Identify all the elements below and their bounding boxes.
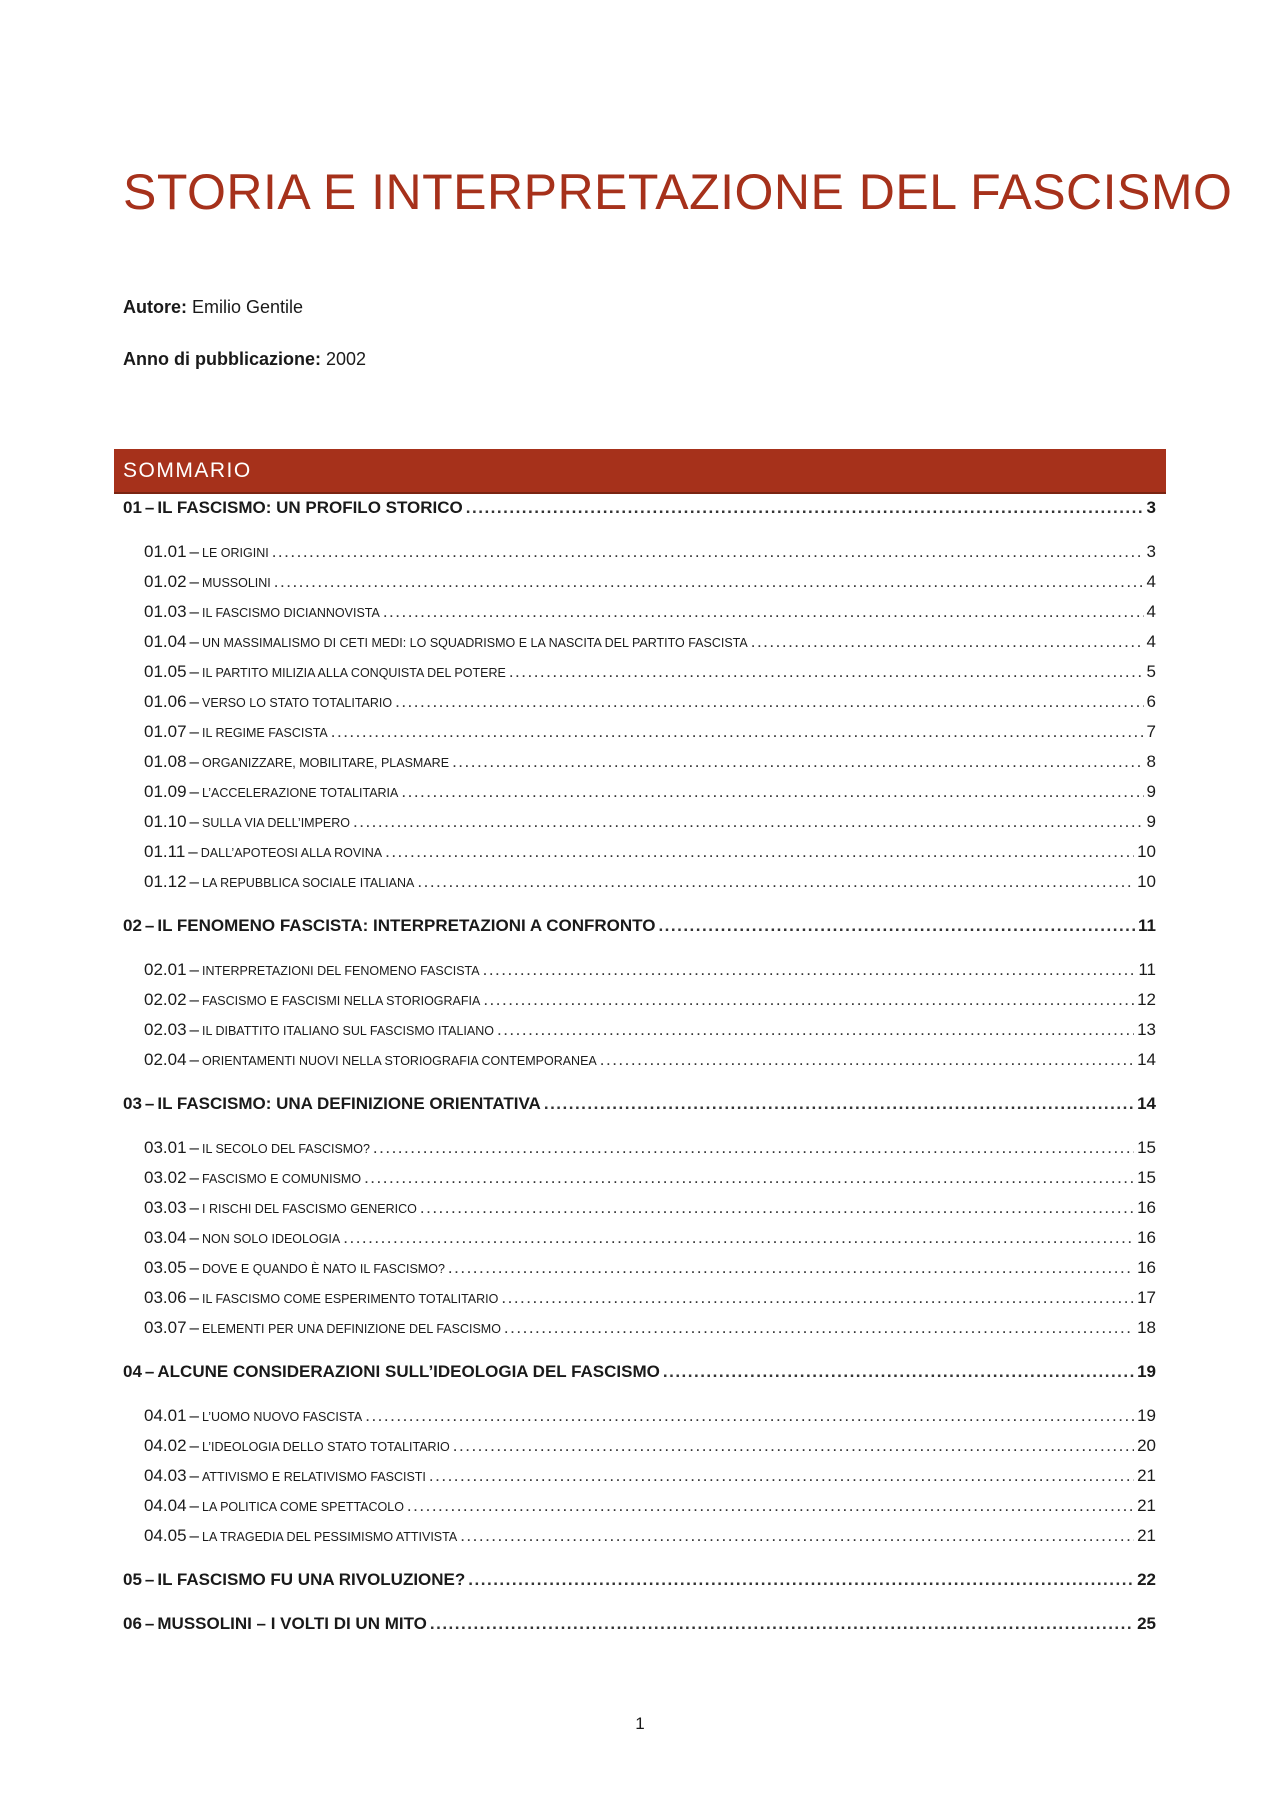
toc-entry-dash: – — [144, 1570, 155, 1589]
toc-entry-number: 03.03 — [144, 1198, 187, 1217]
toc-dot-leader — [407, 1496, 1134, 1516]
toc-dot-leader — [272, 542, 1144, 562]
document-title: STORIA E INTERPRETAZIONE DEL FASCISMO — [123, 164, 1233, 220]
toc-dot-leader — [383, 602, 1144, 622]
toc-dot-leader — [429, 1466, 1134, 1486]
toc-section-entry[interactable] — [144, 842, 1156, 866]
year-label: Anno di pubblicazione: — [123, 349, 321, 369]
toc-entry-page: 25 — [1137, 1614, 1156, 1633]
toc-dot-leader — [395, 692, 1143, 712]
toc-entry-title: ELEMENTI PER UNA DEFINIZIONE DEL FASCISMO — [202, 1322, 501, 1336]
toc-entry-page: 5 — [1146, 662, 1156, 681]
toc-entry-number: 02.04 — [144, 1050, 187, 1069]
toc-dot-leader — [365, 1406, 1134, 1426]
toc-entry-page: 11 — [1138, 960, 1156, 979]
toc-entry-title: NON SOLO IDEOLOGIA — [202, 1232, 341, 1246]
toc-section-entry[interactable] — [144, 1288, 1156, 1312]
year-line — [123, 349, 366, 370]
toc-entry-number: 01.05 — [144, 662, 187, 681]
toc-entry-dash: – — [144, 1614, 155, 1633]
toc-entry-dash: – — [189, 812, 200, 831]
toc-entry-dash: – — [189, 960, 200, 979]
toc-chapter-entry[interactable] — [123, 1614, 1156, 1638]
toc-entry-number: 01.04 — [144, 632, 187, 651]
toc-entry-number: 01.11 — [144, 842, 186, 861]
toc-entry-page: 16 — [1137, 1228, 1156, 1247]
toc-dot-leader — [453, 1436, 1134, 1456]
toc-dot-leader — [600, 1050, 1134, 1070]
toc-entry-title: UN MASSIMALISMO DI CETI MEDI: LO SQUADRISMO E LA NASCITA DEL PARTITO FASCISTA — [202, 636, 748, 650]
toc-entry-page: 4 — [1146, 602, 1156, 621]
toc-entry-dash: – — [189, 1258, 200, 1277]
toc-entry-number: 01.01 — [144, 542, 187, 561]
toc-section-entry[interactable] — [144, 782, 1156, 806]
toc-entry-dash: – — [189, 692, 200, 711]
toc-entry-dash: – — [189, 632, 200, 651]
toc-entry-page: 14 — [1137, 1094, 1156, 1113]
toc-entry-title: IL SECOLO DEL FASCISMO? — [202, 1142, 370, 1156]
toc-entry-title: FASCISMO E COMUNISMO — [202, 1172, 362, 1186]
toc-entry-title: IL PARTITO MILIZIA ALLA CONQUISTA DEL POTERE — [202, 666, 506, 680]
toc-section-entry[interactable] — [144, 1198, 1156, 1222]
toc-section-entry[interactable] — [144, 1228, 1156, 1252]
toc-entry-title: DOVE E QUANDO È NATO IL FASCISMO? — [202, 1262, 445, 1276]
toc-entry-number: 01.02 — [144, 572, 187, 591]
toc-dot-leader — [466, 498, 1144, 518]
toc-chapter-entry[interactable] — [123, 1362, 1156, 1386]
toc-section-entry[interactable] — [144, 692, 1156, 716]
toc-entry-page: 8 — [1146, 752, 1156, 771]
toc-entry-number: 01 — [123, 498, 142, 517]
year-value: 2002 — [326, 349, 367, 369]
toc-entry-number: 04.05 — [144, 1526, 187, 1545]
toc-entry-title: LA POLITICA COME SPETTACOLO — [202, 1500, 404, 1514]
toc-entry-title: ORGANIZZARE, MOBILITARE, PLASMARE — [202, 756, 450, 770]
toc-entry-number: 01.12 — [144, 872, 187, 891]
toc-entry-number: 04.01 — [144, 1406, 187, 1425]
toc-entry-title: IL FENOMENO FASCISTA: INTERPRETAZIONI A CONFRONTO — [157, 916, 656, 935]
toc-entry-title: ORIENTAMENTI NUOVI NELLA STORIOGRAFIA CONTEMPORANEA — [202, 1054, 597, 1068]
toc-entry-page: 7 — [1146, 722, 1156, 741]
toc-entry-number: 01.07 — [144, 722, 187, 741]
toc-entry-number: 02 — [123, 916, 142, 935]
toc-dot-leader — [385, 842, 1134, 862]
toc-entry-title: ALCUNE CONSIDERAZIONI SULL’IDEOLOGIA DEL FASCISMO — [157, 1362, 660, 1381]
toc-dot-leader — [331, 722, 1144, 742]
toc-entry-title: IL FASCISMO: UN PROFILO STORICO — [157, 498, 463, 517]
toc-heading: SOMMARIO — [123, 459, 252, 482]
toc-entry-number: 03 — [123, 1094, 142, 1113]
toc-entry-dash: – — [189, 542, 200, 561]
toc-entry-number: 02.02 — [144, 990, 187, 1009]
toc-section-entry[interactable] — [144, 812, 1156, 836]
toc-section-entry[interactable] — [144, 1466, 1156, 1490]
toc-section-entry[interactable] — [144, 572, 1156, 596]
toc-entry-dash: – — [189, 572, 200, 591]
toc-entry-page: 13 — [1137, 1020, 1156, 1039]
toc-entry-number: 05 — [123, 1570, 142, 1589]
toc-section-entry[interactable] — [144, 722, 1156, 746]
toc-entry-page: 12 — [1137, 990, 1156, 1009]
toc-entry-number: 01.03 — [144, 602, 187, 621]
toc-entry-title: DALL’APOTEOSI ALLA ROVINA — [200, 846, 383, 860]
toc-entry-number: 01.09 — [144, 782, 187, 801]
toc-entry-number: 02.03 — [144, 1020, 187, 1039]
toc-entry-dash: – — [189, 990, 200, 1009]
toc-entry-number: 03.06 — [144, 1288, 187, 1307]
toc-entry-page: 15 — [1137, 1168, 1156, 1187]
toc-entry-page: 21 — [1137, 1466, 1156, 1485]
toc-dot-leader — [468, 1570, 1134, 1590]
toc-entry-dash: – — [189, 752, 200, 771]
toc-entry-page: 9 — [1146, 782, 1156, 801]
toc-dot-leader — [497, 1020, 1134, 1040]
toc-entry-dash: – — [189, 1406, 200, 1425]
toc-entry-title: MUSSOLINI – I VOLTI DI UN MITO — [157, 1614, 427, 1633]
toc-dot-leader — [420, 1198, 1134, 1218]
toc-dot-leader — [364, 1168, 1134, 1188]
toc-entry-number: 04.04 — [144, 1496, 187, 1515]
toc-entry-title: IL FASCISMO: UNA DEFINIZIONE ORIENTATIVA — [157, 1094, 541, 1113]
toc-dot-leader — [501, 1288, 1134, 1308]
toc-entry-page: 10 — [1137, 842, 1156, 861]
toc-entry-number: 03.01 — [144, 1138, 187, 1157]
toc-entry-title: IL FASCISMO DICIANNOVISTA — [202, 606, 380, 620]
toc-section-entry[interactable] — [144, 1318, 1156, 1342]
toc-entry-page: 19 — [1137, 1406, 1156, 1425]
toc-entry-title: INTERPRETAZIONI DEL FENOMENO FASCISTA — [202, 964, 480, 978]
toc-dot-leader — [448, 1258, 1134, 1278]
toc-dot-leader — [751, 632, 1144, 652]
toc-entry-title: LA TRAGEDIA DEL PESSIMISMO ATTIVISTA — [202, 1530, 458, 1544]
toc-entry-page: 14 — [1137, 1050, 1156, 1069]
toc-entry-title: IL FASCISMO FU UNA RIVOLUZIONE? — [157, 1570, 466, 1589]
toc-entry-dash: – — [189, 722, 200, 741]
toc-dot-leader — [430, 1614, 1134, 1634]
toc-entry-dash: – — [189, 1496, 200, 1515]
toc-entry-page: 11 — [1138, 916, 1156, 935]
toc-entry-dash: – — [189, 1228, 200, 1247]
toc-section-entry[interactable] — [144, 632, 1156, 656]
toc-entry-dash: – — [189, 1318, 200, 1337]
toc-section-entry[interactable] — [144, 1258, 1156, 1282]
toc-entry-dash: – — [189, 1436, 200, 1455]
toc-entry-page: 3 — [1146, 498, 1156, 517]
toc-dot-leader — [343, 1228, 1134, 1248]
toc-dot-leader — [658, 916, 1135, 936]
toc-entry-number: 01.10 — [144, 812, 187, 831]
toc-entry-dash: – — [189, 1198, 200, 1217]
toc-entry-number: 06 — [123, 1614, 142, 1633]
toc-dot-leader — [483, 990, 1134, 1010]
toc-entry-page: 4 — [1146, 572, 1156, 591]
toc-section-entry[interactable] — [144, 960, 1156, 984]
toc-entry-page: 19 — [1137, 1362, 1156, 1381]
toc-entry-title: LE ORIGINI — [202, 546, 269, 560]
toc-dot-leader — [353, 812, 1144, 832]
toc-dot-leader — [663, 1362, 1134, 1382]
toc-dot-leader — [452, 752, 1143, 772]
toc-entry-title: L’UOMO NUOVO FASCISTA — [202, 1410, 363, 1424]
toc-entry-dash: – — [189, 602, 200, 621]
toc-entry-number: 03.02 — [144, 1168, 187, 1187]
page-number: 1 — [635, 1714, 645, 1733]
toc-entry-dash: – — [189, 1168, 200, 1187]
toc-section-entry[interactable] — [144, 602, 1156, 626]
toc-entry-title: IL FASCISMO COME ESPERIMENTO TOTALITARIO — [202, 1292, 499, 1306]
toc-entry-title: MUSSOLINI — [202, 576, 271, 590]
toc-dot-leader — [401, 782, 1143, 802]
toc-entry-page: 10 — [1137, 872, 1156, 891]
author-label: Autore: — [123, 297, 187, 317]
toc-entry-page: 16 — [1137, 1198, 1156, 1217]
toc-entry-number: 04 — [123, 1362, 142, 1381]
toc-entry-dash: – — [189, 1288, 200, 1307]
toc-dot-leader — [544, 1094, 1134, 1114]
toc-entry-page: 21 — [1137, 1526, 1156, 1545]
toc-entry-number: 02.01 — [144, 960, 187, 979]
toc-chapter-entry[interactable] — [123, 1094, 1156, 1118]
toc-section-entry[interactable] — [144, 1436, 1156, 1460]
toc-dot-leader — [373, 1138, 1134, 1158]
toc-chapter-entry[interactable] — [123, 498, 1156, 522]
author-line — [123, 297, 303, 318]
toc-dot-leader — [274, 572, 1144, 592]
toc-section-entry[interactable] — [144, 1406, 1156, 1430]
toc-section-entry[interactable] — [144, 752, 1156, 776]
toc-dot-leader — [417, 872, 1134, 892]
toc-section-entry[interactable] — [144, 1496, 1156, 1520]
toc-entry-title: L’ACCELERAZIONE TOTALITARIA — [202, 786, 399, 800]
toc-section-entry[interactable] — [144, 1526, 1156, 1550]
toc-entry-number: 01.08 — [144, 752, 187, 771]
toc-entry-title: ATTIVISMO E RELATIVISMO FASCISTI — [202, 1470, 426, 1484]
toc-dot-leader — [460, 1526, 1134, 1546]
toc-entry-title: SULLA VIA DELL’IMPERO — [202, 816, 351, 830]
toc-entry-title: I RISCHI DEL FASCISMO GENERICO — [202, 1202, 417, 1216]
author-value: Emilio Gentile — [192, 297, 304, 317]
toc-entry-number: 01.06 — [144, 692, 187, 711]
toc-entry-dash: – — [189, 1050, 200, 1069]
toc-section-entry[interactable] — [144, 1020, 1156, 1044]
toc-entry-title: FASCISMO E FASCISMI NELLA STORIOGRAFIA — [202, 994, 481, 1008]
toc-entry-dash: – — [144, 916, 155, 935]
toc-entry-page: 17 — [1137, 1288, 1156, 1307]
toc-entry-title: L’IDEOLOGIA DELLO STATO TOTALITARIO — [202, 1440, 450, 1454]
toc-entry-number: 04.03 — [144, 1466, 187, 1485]
toc-heading-banner — [114, 449, 1166, 494]
toc-entry-page: 16 — [1137, 1258, 1156, 1277]
toc-entry-title: IL REGIME FASCISTA — [202, 726, 328, 740]
toc-entry-dash: – — [144, 1362, 155, 1381]
toc-entry-page: 18 — [1137, 1318, 1156, 1337]
toc-entry-dash: – — [189, 872, 200, 891]
toc-dot-leader — [483, 960, 1136, 980]
toc-entry-dash: – — [189, 782, 200, 801]
toc-chapter-entry[interactable] — [123, 916, 1156, 940]
toc-section-entry[interactable] — [144, 1138, 1156, 1162]
toc-section-entry[interactable] — [144, 1168, 1156, 1192]
toc-entry-page: 20 — [1137, 1436, 1156, 1455]
toc-section-entry[interactable] — [144, 662, 1156, 686]
toc-entry-page: 3 — [1146, 542, 1156, 561]
toc-entry-dash: – — [144, 498, 155, 517]
toc-entry-dash: – — [189, 1466, 200, 1485]
toc-entry-dash: – — [189, 1526, 200, 1545]
toc-entry-page: 9 — [1146, 812, 1156, 831]
toc-entry-title: LA REPUBBLICA SOCIALE ITALIANA — [202, 876, 415, 890]
toc-entry-number: 03.07 — [144, 1318, 187, 1337]
toc-entry-page: 6 — [1146, 692, 1156, 711]
toc-entry-page: 4 — [1146, 632, 1156, 651]
toc-chapter-entry[interactable] — [123, 1570, 1156, 1594]
toc-entry-title: IL DIBATTITO ITALIANO SUL FASCISMO ITALIANO — [202, 1024, 494, 1038]
toc-entry-number: 04.02 — [144, 1436, 187, 1455]
toc-section-entry[interactable] — [144, 872, 1156, 896]
toc-dot-leader — [504, 1318, 1134, 1338]
toc-dot-leader — [509, 662, 1144, 682]
toc-entry-dash: – — [189, 1138, 200, 1157]
toc-entry-dash: – — [189, 1020, 200, 1039]
toc-entry-page: 22 — [1137, 1570, 1156, 1589]
toc-section-entry[interactable] — [144, 990, 1156, 1014]
toc-section-entry[interactable] — [144, 1050, 1156, 1074]
toc-section-entry[interactable] — [144, 542, 1156, 566]
toc-entry-number: 03.04 — [144, 1228, 187, 1247]
toc-entry-title: VERSO LO STATO TOTALITARIO — [202, 696, 393, 710]
toc-entry-dash: – — [189, 662, 200, 681]
toc-entry-number: 03.05 — [144, 1258, 187, 1277]
toc-entry-page: 15 — [1137, 1138, 1156, 1157]
toc-entry-dash: – — [188, 842, 198, 861]
toc-entry-page: 21 — [1137, 1496, 1156, 1515]
toc-entry-dash: – — [144, 1094, 155, 1113]
